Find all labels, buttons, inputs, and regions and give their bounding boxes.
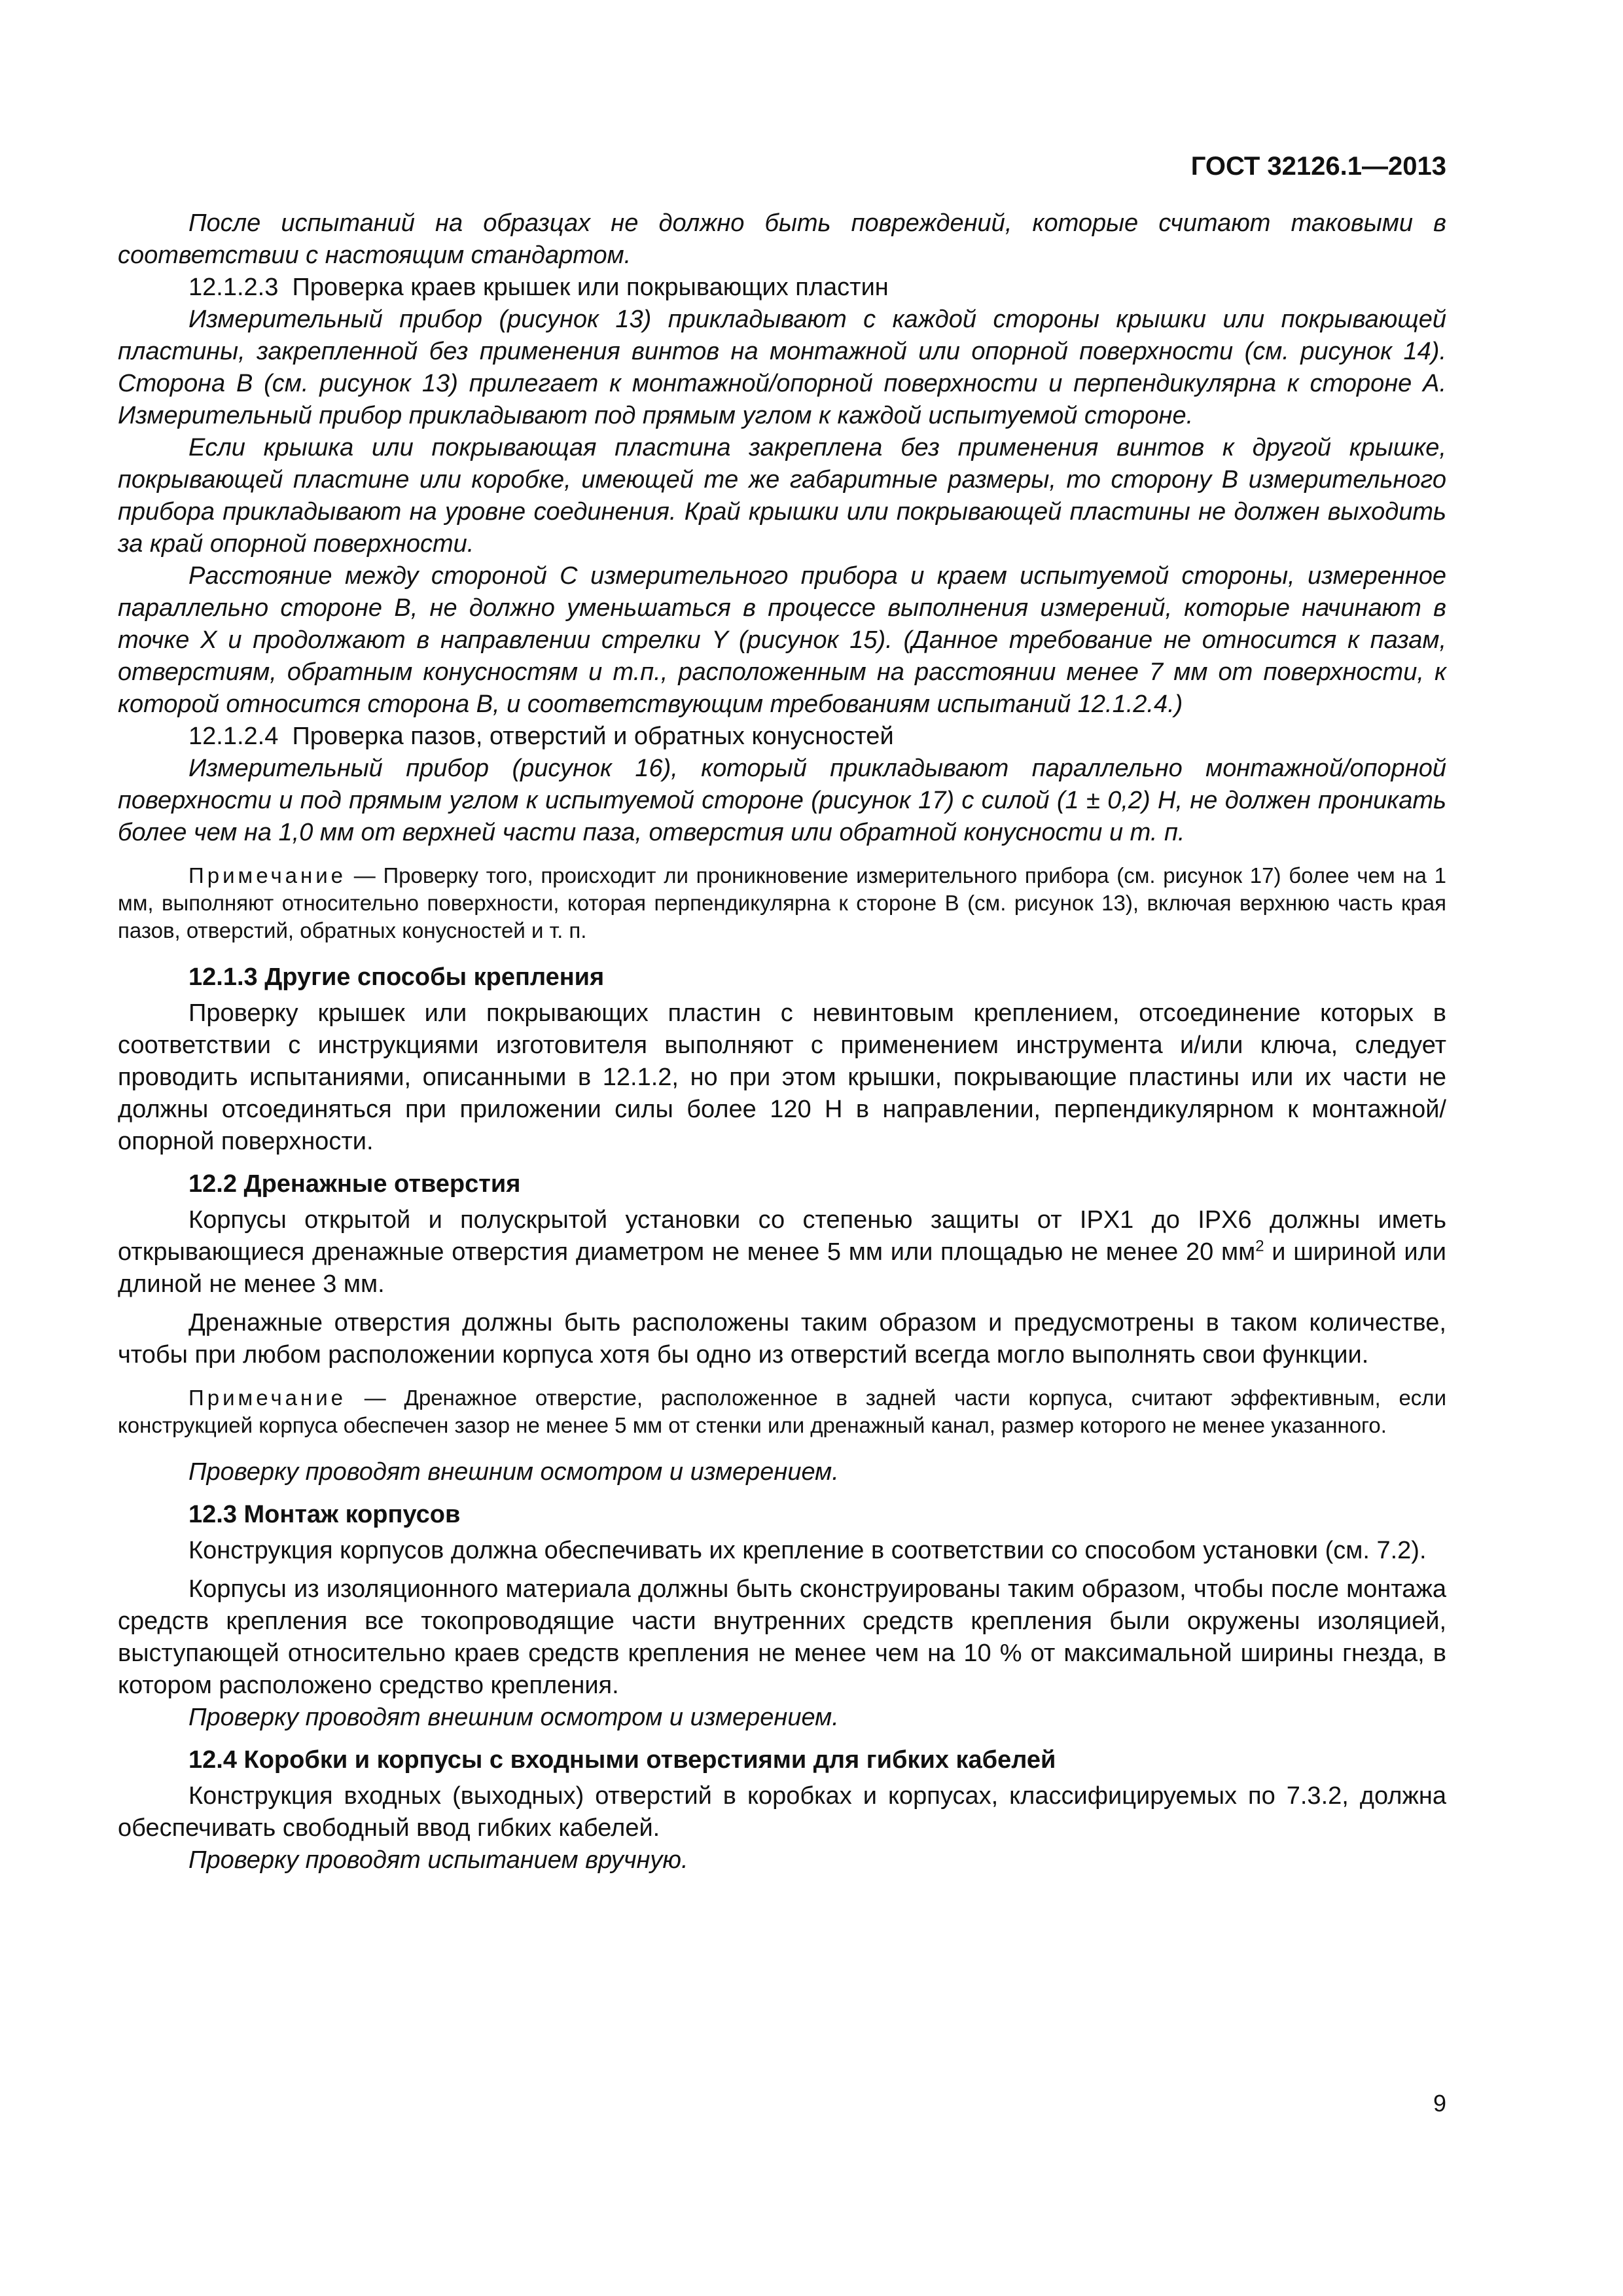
paragraph-test-result: После испытаний на образцах не должно быть повреждений, которые считают таковыми в соответствии с настоящим стандартом. [118, 209, 1446, 269]
note-text: — Дренажное отверстие, расположенное в задней части корпуса, считают эффективным, если конструкцией корпуса обеспечен зазор не менее 5 мм от стенки или дренажный канал, размер которого не менее указанного. [118, 1386, 1446, 1437]
note-text: — Проверку того, происходит ли проникновение измерительного прибора (см. рисунок 17) более чем на 1 мм, выполняют относительно поверхности, которая перпендикулярна к стороне В (см. рисунок 13), включая верхнюю часть края пазов, отверстий, обратных конусностей и т. п. [118, 863, 1446, 942]
note-penetration [118, 862, 1446, 944]
note-drain [118, 1384, 1446, 1439]
paragraph-drain-holes [118, 1204, 1446, 1300]
heading-12-4: 12.4 Коробки и корпусы с входными отверстиями для гибких кабелей [188, 1746, 1056, 1774]
paragraph-cable-entries: Конструкция входных (выходных) отверстий в коробках и корпусах, классифицируемых по 7.3.2, должна обеспечивать свободный ввод гибких кабелей. [118, 1782, 1446, 1842]
paragraph-cover-fixing: Если крышка или покрывающая пластина закреплена без применения винтов к другой крышке, покрывающей пластине или коробке, имеющей те же габаритные размеры, то сторону В измерительного прибора прикладывают на уровне соединения. Край крышки или покрывающей пластины не должен выходить за край опорной поверхности. [118, 434, 1446, 558]
drain-text-after: и шириной или длиной не менее 3 мм. [118, 1238, 1446, 1298]
paragraph-other-fixing: Проверку крышек или покрывающих пластин с невинтовым креплением, отсоединение которых в соответствии с инструкциями изготовителя выполняют с применением инструмента и/или ключа, следует проводить испытаниями, описанными в 12.1.2, но при этом крышки, покрывающие пластины или их части не должны отсоединяться при приложении силы более 120 Н в направлении, перпендикулярном к монтажной/опорной поверхности. [118, 999, 1446, 1155]
subsection-number: 12.1.2.3 [188, 274, 279, 301]
superscript: 2 [1255, 1237, 1264, 1255]
note-label: Примечание [188, 863, 347, 888]
subsection-title: Проверка пазов, отверстий и обратных конусностей [292, 723, 894, 750]
heading-12-3: 12.3 Монтаж корпусов [188, 1501, 461, 1528]
paragraph-check-visual: Проверку проводят внешним осмотром и измерением. [188, 1458, 839, 1486]
paragraph-mounting: Конструкция корпусов должна обеспечивать их крепление в соответствии со способом установки (см. 7.2). [188, 1537, 1427, 1564]
page-number: 9 [1433, 2090, 1446, 2117]
subsection-title: Проверка краев крышек или покрывающих пластин [292, 274, 889, 301]
heading-12-2: 12.2 Дренажные отверстия [188, 1170, 521, 1198]
paragraph-check-visual-2: Проверку проводят внешним осмотром и измерением. [188, 1704, 839, 1731]
paragraph-measuring-device: Измерительный прибор (рисунок 13) прикладывают с каждой стороны крышки или покрывающей пластины, закрепленной без применения винтов на монтажной или опорной поверхности (см. рисунок 14). Сторона В (см. рисунок 13) прилегает к монтажной/опорной поверхности и перпендикулярна к стороне А. Измерительный прибор прикладывают под прямым углом к каждой испытуемой стороне. [118, 306, 1446, 429]
document-page [118, 151, 1446, 1876]
drain-text-before: Корпусы открытой и полускрытой установки со степенью защиты от IPX1 до IPX6 должны иметь открывающиеся дренажные отверстия диаметром не менее 5 мм или площадью не менее 20 мм [118, 1206, 1446, 1266]
paragraph-insulation: Корпусы из изоляционного материала должны быть сконструированы таким образом, чтобы после монтажа средств крепления все токопроводящие части внутренних средств крепления были окружены изоляцией, выступающей относительно краев средств крепления не менее чем на 10 % от максимальной ширины гнезда, в котором расположено средство крепления. [118, 1575, 1446, 1699]
subsection-number: 12.1.2.4 [188, 723, 279, 750]
heading-12-1-3: 12.1.3 Другие способы крепления [188, 963, 605, 991]
document-header: ГОСТ 32126.1—2013 [1190, 152, 1446, 181]
subsection-12-1-2-3 [118, 272, 1446, 304]
paragraph-grooves-check: Измерительный прибор (рисунок 16), который прикладывают параллельно монтажной/опорной поверхности и под прямым углом к испытуемой стороне (рисунок 17) с силой (1 ± 0,2) Н, не должен проникать более чем на 1,0 мм от верхней части паза, отверстия или обратной конусности и т. п. [118, 755, 1446, 846]
subsection-12-1-2-4 [118, 721, 1446, 753]
paragraph-drain-placement: Дренажные отверстия должны быть расположены таким образом и предусмотрены в таком количестве, чтобы при любом расположении корпуса хотя бы одно из отверстий всегда могло выполнять свои функции. [118, 1309, 1446, 1369]
paragraph-distance: Расстояние между стороной С измерительного прибора и краем испытуемой стороны, измеренное параллельно стороне В, не должно уменьшаться в процессе выполнения измерений, которые начинают в точке Х и продолжают в направлении стрелки Y (рисунок 15). (Данное требование не относится к пазам, отверстиям, обратным конусностям и т.п., расположенным на расстоянии менее 7 мм от поверхности, к которой относится сторона В, и соответствующим требованиям испытаний 12.1.2.4.) [118, 562, 1446, 718]
paragraph-check-manual: Проверку проводят испытанием вручную. [188, 1846, 688, 1874]
note-label: Примечание [188, 1386, 347, 1410]
